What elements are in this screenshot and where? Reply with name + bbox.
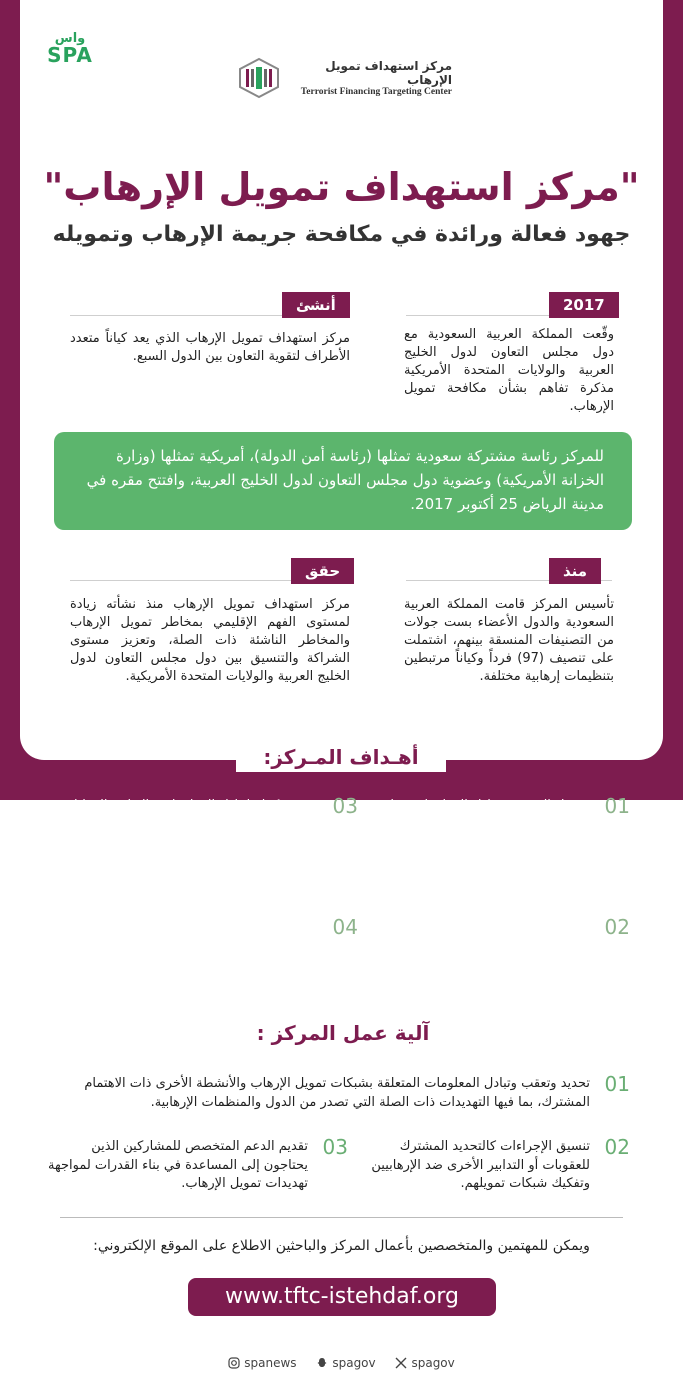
visit-text: ويمكن للمهتمين والمتخصصين بأعمال المركز والباحثين الاطلاع على الموقع الإلكتروني: bbox=[93, 1238, 590, 1254]
year-text: وقّعت المملكة العربية السعودية مع دول مجلس التعاون لدول الخليج العربية والولايات المتحدة الأمريكية مذكرة تفاهم بشأن مكافحة تمويل الإرهاب. bbox=[404, 327, 614, 414]
goal-item bbox=[48, 915, 358, 974]
goal-text: جهود مكملة لتبادل المعلومات والتعاون العملياتي القائم بشكل ثنائي بين الدول المشاركة، وتحديد وتعقب وتبادل المعلومات المتعلقة بشبكات تمويل الإرهاب والأنشطة الأخرى ذات الاهتمام المشترك. bbox=[54, 798, 318, 869]
goal-number: 01 bbox=[604, 794, 630, 818]
tag-achieved: حقق bbox=[291, 558, 354, 584]
page-subtitle: جهود فعالة ورائدة في مكافحة جريمة الإرهاب وتمويله bbox=[52, 222, 631, 247]
founded-text: مركز استهداف تمويل الإرهاب الذي يعد كياناً متعدد الأطراف لتقوية التعاون بين الدول السبع. bbox=[70, 331, 350, 364]
social-handle: spagov bbox=[332, 1356, 376, 1370]
mechanism-text: تحديد وتعقب وتبادل المعلومات المتعلقة بشبكات تمويل الإرهاب والأنشطة الأخرى ذات الاهتمام المشترك، بما فيها التهديدات ذات الصلة التي تصدر من الدول والمنظمات الإرهابية. bbox=[84, 1076, 590, 1110]
mechanism-item bbox=[48, 1135, 348, 1194]
goal-number: 03 bbox=[332, 794, 358, 818]
goal-number: 04 bbox=[332, 915, 358, 939]
social-handle: spagov bbox=[411, 1356, 455, 1370]
center-logo-ar: مركز استهداف تمويل الإرهاب bbox=[325, 59, 452, 87]
x-icon bbox=[395, 1357, 407, 1369]
goal-text: الاستفادة من الخبرات المتاحة لدى الدول المشاركة لاستهداف شبكات تمويل إرهاب محددة. bbox=[371, 919, 590, 971]
spa-logo bbox=[44, 32, 96, 65]
achieved-text: مركز استهداف تمويل الإرهاب منذ نشأته زيادة لمستوى الفهم الإقليمي بمخاطر تمويل الإرهاب والمخاطر الناشئة ذات الصلة، وتعزيز مستوى الشراكة والتنسيق بين دول مجلس التعاون لدول الخليج العربية والولايات المتحدة الأمريكية. bbox=[70, 597, 350, 684]
social-snapchat[interactable] bbox=[316, 1356, 375, 1370]
tag-year: 2017 bbox=[549, 292, 619, 318]
mechanism-number: 02 bbox=[604, 1135, 630, 1159]
mechanism-number: 01 bbox=[604, 1072, 630, 1096]
mechanism-text: تنسيق الإجراءات كالتحديد المشترك للعقوبات أو التدابير الأخرى ضد الإرهابيين وتفكيك شبكات تمويلهم. bbox=[371, 1139, 590, 1191]
page-title: "مركز استهداف تمويل الإرهاب" bbox=[43, 165, 640, 209]
mechanism-text: تقديم الدعم المتخصص للمشاركين الذين يحتاجون إلى المساعدة في بناء القدرات لمواجهة تهديدات تمويل الإرهاب. bbox=[48, 1139, 308, 1191]
goal-item bbox=[48, 794, 358, 871]
mechanism-item bbox=[370, 1135, 630, 1194]
since-text: تأسيس المركز قامت المملكة العربية السعودية والدول الأعضاء بست جولات من التصنيفات المنسقة بينهم، اشتملت على تنصيف (97) فرداً وكياناً مرتبطين بتنظيمات إرهابية مختلفة. bbox=[404, 597, 614, 684]
spa-logo-ar: واس bbox=[54, 31, 86, 46]
mechanism-item bbox=[60, 1072, 630, 1112]
center-logo-text bbox=[290, 59, 452, 97]
social-bar bbox=[0, 1356, 683, 1372]
instagram-icon bbox=[228, 1357, 240, 1369]
tag-founded: أنشئ bbox=[282, 292, 350, 318]
website-link[interactable]: www.tftc-istehdaf.org bbox=[188, 1278, 496, 1316]
goal-text: تسهيل التنسيق وتبادل المعلومات وبناء القدرات لاستهداف شبكات تمويل الإرهاب والأنشطة الأخرى ذات الاهتمام المشترك التي تهدد الأمن الوطني لدى الدول الأعضاء. bbox=[383, 798, 590, 887]
snapchat-icon bbox=[316, 1357, 328, 1369]
tag-since: منذ bbox=[549, 558, 601, 584]
goal-text: تحديد الشركاء الإقليميين والعمل على تزويدهم بالقدرات التي يحتاجونها لمكافحة تمويل الإرهاب داخل حدودهم. bbox=[63, 919, 318, 971]
center-logo bbox=[236, 56, 452, 100]
goal-item bbox=[370, 794, 630, 890]
social-instagram[interactable] bbox=[228, 1356, 296, 1370]
goals-heading: أهـداف المـركز: bbox=[236, 742, 446, 772]
mechanism-number: 03 bbox=[322, 1135, 348, 1159]
goal-number: 02 bbox=[604, 915, 630, 939]
social-handle: spanews bbox=[244, 1356, 297, 1370]
tftc-emblem-icon bbox=[236, 57, 282, 99]
goal-item bbox=[370, 915, 630, 974]
mechanism-heading: آلية عمل المركز : bbox=[238, 1018, 448, 1048]
spa-logo-en: SPA bbox=[47, 43, 93, 67]
center-logo-en: Terrorist Financing Targeting Center bbox=[300, 87, 452, 97]
social-x[interactable] bbox=[395, 1356, 454, 1370]
footer-divider bbox=[60, 1217, 623, 1218]
green-info-box: للمركز رئاسة مشتركة سعودية تمثلها (رئاسة أمن الدولة)، أمريكية تمثلها (وزارة الخزانة الأمريكية) وعضوية دول مجلس التعاون لدول الخليج العربية، وافتتح مقره في مدينة الرياض 25 أكتوبر 2017. bbox=[54, 432, 632, 530]
